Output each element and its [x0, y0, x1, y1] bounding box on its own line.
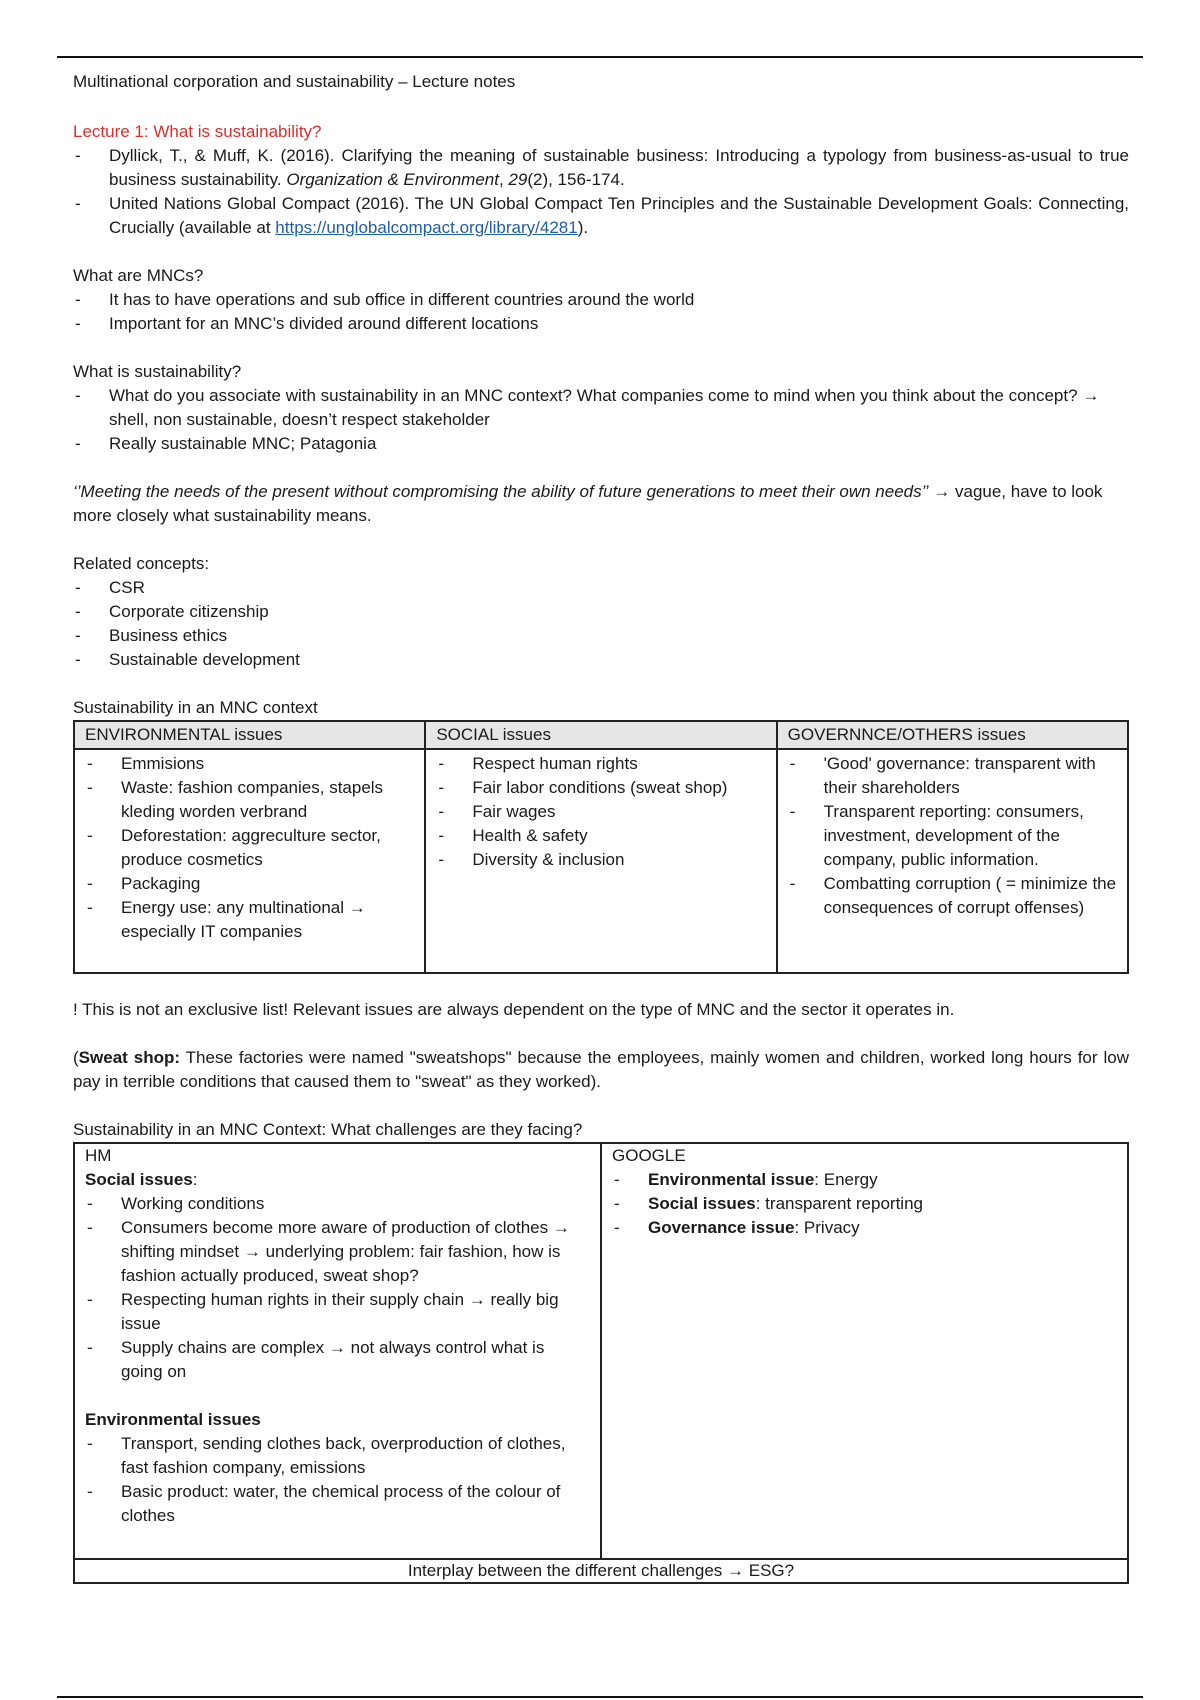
list-item: - Deforestation: aggreculture sector, produce cosmetics [83, 824, 418, 872]
arrow-right-icon: → [328, 1338, 346, 1357]
table-row [74, 1143, 1128, 1559]
google-cell [601, 1143, 1128, 1559]
exclusive-note: ! This is not an exclusive list! Relevant issues are always dependent on the type of MNC and the sector it operates in. [73, 1000, 955, 1019]
issues-table [73, 720, 1129, 974]
challenges-table [73, 1142, 1129, 1584]
list-item: - Working conditions [85, 1192, 590, 1216]
list-item: - What do you associate with sustainability in an MNC context? What companies come to mind when you think about the concept? → shell, non sustainable, doesn’t respect stakeholder [73, 384, 1129, 432]
table2-caption: Sustainability in an MNC Context: What challenges are they facing? [73, 1120, 583, 1139]
google-title: GOOGLE [612, 1146, 686, 1165]
social-cell [425, 749, 776, 973]
list-item: - Packaging [83, 872, 418, 896]
global-compact-link[interactable]: https://unglobalcompact.org/library/4281 [275, 218, 578, 237]
arrow-right-icon: → [468, 1290, 486, 1309]
list-item: - Fair labor conditions (sweat shop) [434, 776, 769, 800]
sustainability-list [73, 384, 1129, 456]
document-title: Multinational corporation and sustainability – Lecture notes [73, 72, 516, 91]
mnc-question: What are MNCs? [73, 266, 204, 285]
list-item: - It has to have operations and sub office in different countries around the world [73, 288, 1129, 312]
header-governance: GOVERNNCE/OTHERS issues [777, 721, 1128, 749]
list-item: - Waste: fashion companies, stapels kleding worden verbrand [83, 776, 418, 824]
header-environmental: ENVIRONMENTAL issues [74, 721, 425, 749]
hm-environmental-heading: Environmental issues [85, 1410, 261, 1429]
list-item: - Transparent reporting: consumers, investment, development of the company, public information. [786, 800, 1121, 872]
list-item: - 'Good' governance: transparent with their shareholders [786, 752, 1121, 800]
list-item: - Social issues: transparent reporting [612, 1192, 1117, 1216]
sweatshop-definition: (Sweat shop: These factories were named "sweatshops" because the employees, mainly women and children, worked long hours for low pay in terrible conditions that caused them to "sweat" as they worked). [73, 1048, 1129, 1091]
list-item: - CSR [73, 576, 1129, 600]
arrow-right-icon: → [727, 1561, 745, 1580]
table-footer-row [74, 1559, 1128, 1583]
list-item: - Combatting corruption ( = minimize the consequences of corrupt offenses) [786, 872, 1121, 920]
arrow-right-icon: → [933, 482, 951, 501]
list-item: - Environmental issue: Energy [612, 1168, 1117, 1192]
arrow-right-icon: → [552, 1218, 570, 1237]
list-item: - Energy use: any multinational → especially IT companies [83, 896, 418, 944]
list-item: - Respect human rights [434, 752, 769, 776]
reference-list [73, 144, 1129, 240]
lecture-heading: Lecture 1: What is sustainability? [73, 122, 322, 141]
list-item: - Business ethics [73, 624, 1129, 648]
list-item: - Emmisions [83, 752, 418, 776]
reference-item: - Dyllick, T., & Muff, K. (2016). Clarifying the meaning of sustainable business: Introducing a typology from business-as-usual to true business sustainability. Organization & Environment, 29(2), 156-174. [73, 144, 1129, 192]
interplay-footer: Interplay between the different challenges → ESG? [74, 1559, 1128, 1583]
related-heading: Related concepts: [73, 554, 210, 573]
related-list [73, 576, 1129, 672]
hm-social-heading: Social issues: [85, 1170, 198, 1189]
arrow-right-icon: → [243, 1242, 261, 1261]
list-item: - Corporate citizenship [73, 600, 1129, 624]
arrow-right-icon: → [1082, 386, 1100, 405]
list-item: - Diversity & inclusion [434, 848, 769, 872]
list-item: - Consumers become more aware of production of clothes → shifting mindset → underlying problem: fair fashion, how is fashion actually produced, sweat shop? [85, 1216, 590, 1288]
governance-cell [777, 749, 1128, 973]
environmental-cell [74, 749, 425, 973]
list-item: - Governance issue: Privacy [612, 1216, 1117, 1240]
document-body [73, 70, 1129, 1584]
definition-quote: ‘’Meeting the needs of the present without compromising the ability of future generations to meet their own needs’’ → vague, have to look more closely what sustainability means. [73, 482, 1103, 525]
table1-caption: Sustainability in an MNC context [73, 698, 318, 717]
reference-item: - United Nations Global Compact (2016). The UN Global Compact Ten Principles and the Sustainable Development Goals: Connecting, Crucially (available at https://unglobalcompact.org/library/4281). [73, 192, 1129, 240]
top-rule [57, 56, 1143, 58]
list-item: - Really sustainable MNC; Patagonia [73, 432, 1129, 456]
header-social: SOCIAL issues [425, 721, 776, 749]
list-item: - Fair wages [434, 800, 769, 824]
list-item: - Sustainable development [73, 648, 1129, 672]
sustainability-question: What is sustainability? [73, 362, 242, 381]
table-row [74, 749, 1128, 973]
list-item: - Supply chains are complex → not always control what is going on [85, 1336, 590, 1384]
list-item: - Transport, sending clothes back, overproduction of clothes, fast fashion company, emissions [85, 1432, 590, 1480]
hm-title: HM [85, 1146, 112, 1165]
bottom-rule [57, 1696, 1143, 1698]
hm-cell [74, 1143, 601, 1559]
arrow-right-icon: → [348, 898, 366, 917]
table-header-row [74, 721, 1128, 749]
list-item: - Health & safety [434, 824, 769, 848]
list-item: - Basic product: water, the chemical process of the colour of clothes [85, 1480, 590, 1528]
list-item: - Respecting human rights in their supply chain → really big issue [85, 1288, 590, 1336]
list-item: - Important for an MNC’s divided around different locations [73, 312, 1129, 336]
mnc-list [73, 288, 1129, 336]
